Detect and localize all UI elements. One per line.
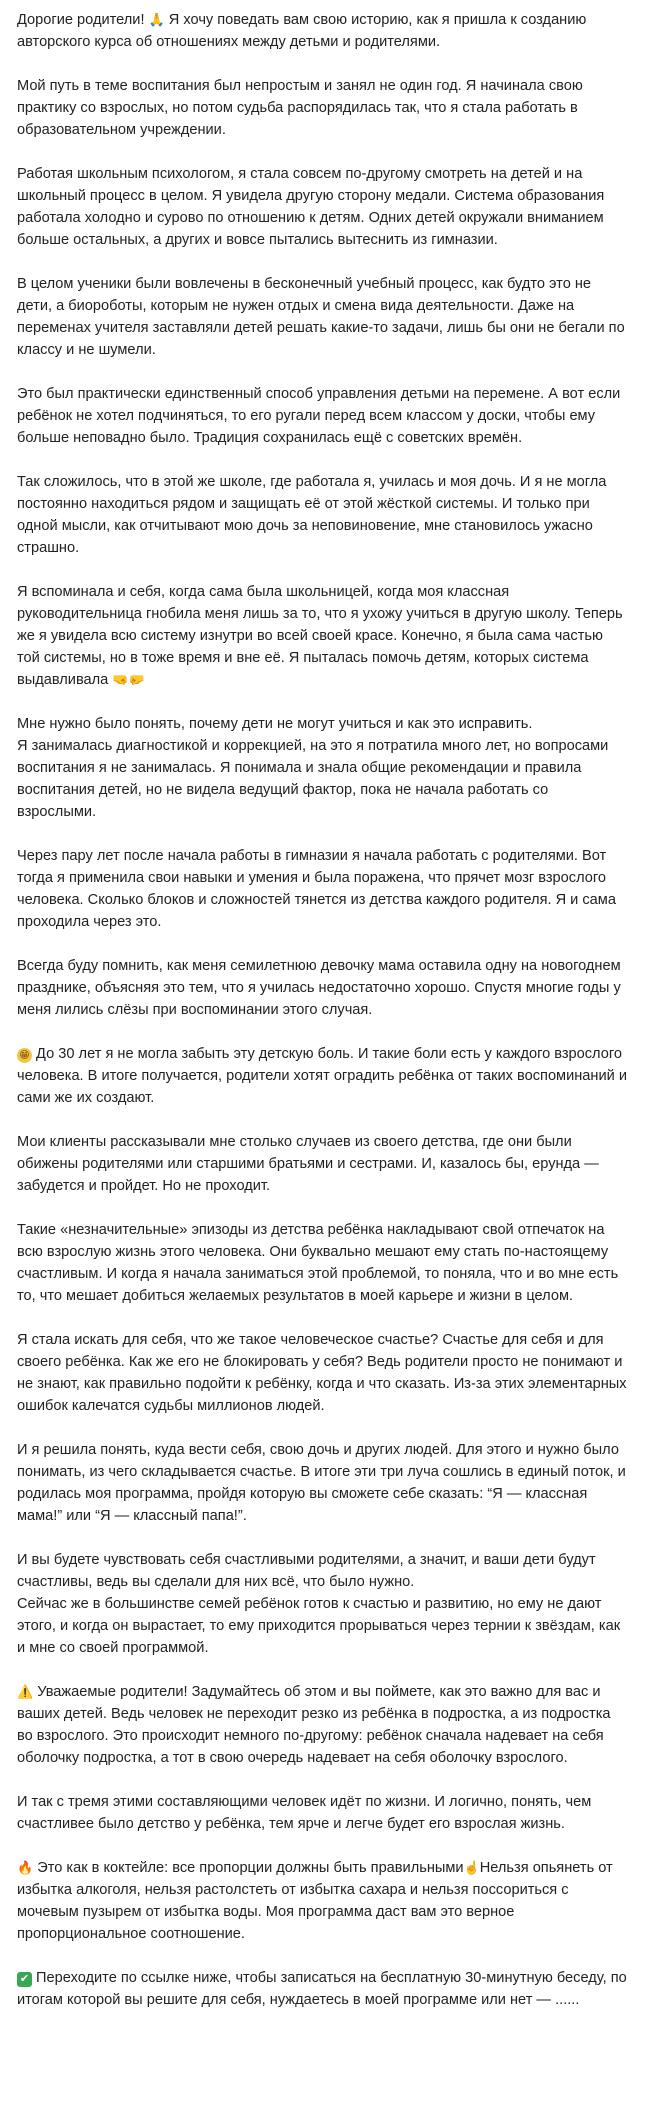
grinning-face-icon: 😁 bbox=[17, 1048, 32, 1063]
paragraph: Работая школьным психологом, я стала совсем по-другому смотреть на детей и на школьный процесс в целом. Я увидела другую сторону медали. Система образования работала холодно и сурово по отношению к детям. Одних детей окружали вниманием больше остальных, а других и вовсе пытались вытеснить из гимназии. bbox=[17, 166, 609, 248]
paragraph: Так сложилось, что в этой же школе, где работала я, училась и моя дочь. И я не могла постоянно находиться рядом и защищать её от этой жёсткой системы. И только при одной мысли, как отчитывают мою дочь за неповиновение, мне становилось ужасно страшно. bbox=[17, 474, 611, 556]
paragraph: И вы будете чувствовать себя счастливыми родителями, а значит, и ваши дети будут счастливы, ведь вы сделали для них всё, что было нужно. Сейчас же в большинстве семей ребёнок готов к счастью и развитию, но ему не дают этого, и когда он вырастает, то ему приходится прорываться через тернии к звёздам, как и мне со своей программой. bbox=[17, 1552, 621, 1656]
paragraph: Мне нужно было понять, почему дети не могут учиться и как это исправить. Я занималась диагностикой и коррекцией, на это я потратила много лет, но вопросами воспитания я не занималась. Я понимала и знала общие рекомендации и правила воспитания детей, но не видела ведущий фактор, пока не начала работать со взрослыми. bbox=[17, 716, 609, 820]
paragraph: И я решила понять, куда вести себя, свою дочь и других людей. Для этого и нужно было понимать, из чего складывается счастье. В итоге эти три луча сошлись в единый поток, и родилась моя программа, пройдя которую вы сможете себе сказать: “Я — классная мама!” или “Я — классный папа!”. bbox=[17, 1442, 630, 1524]
paragraph: Мои клиенты рассказывали мне столько случаев из своего детства, где они были обижены родителями или старшими братьями и сестрами. И, казалось бы, ерунда — забудется и пройдет. Но не проходит. bbox=[17, 1134, 603, 1194]
paragraph: Я стала искать для себя, что же такое человеческое счастье? Счастье для себя и для своего ребёнка. Как же его не блокировать у себя? Ведь родители просто не понимают и не знают, как правильно подойти к ребёнку, когда и что сказать. Из-за этих элементарных ошибок калечатся судьбы миллионов людей. bbox=[17, 1332, 631, 1414]
paragraph: 😁 До 30 лет я не могла забыть эту детскую боль. И такие боли есть у каждого взрослого человека. В итоге получается, родители хотят оградить ребёнка от таких воспоминаний и сами же их создают. bbox=[17, 1046, 632, 1106]
paragraph: Всегда буду помнить, как меня семилетнюю девочку мама оставила одну на новогоднем празднике, объясняя это тем, что я училась недостаточно хорошо. Спустя многие годы у меня лились слёзы при воспоминании этого случая. bbox=[17, 958, 625, 1018]
paragraph-cta: ✔ Переходите по ссылке ниже, чтобы записаться на бесплатную 30-минутную беседу, по итогам которой вы решите для себя, нуждаетесь в моей программе или нет — ...... bbox=[17, 1970, 631, 2008]
paragraph: 🔥 Это как в коктейле: все пропорции должны быть правильными☝️Нельзя опьянеть от избытка алкоголя, нельзя растолстеть от избытка сахара и нельзя поссориться с мочевым пузырем от избытка воды. Моя программа даст вам это верное пропорциональное соотношение. bbox=[17, 1860, 617, 1942]
paragraph-greeting: Дорогие родители! 🙏 Я хочу поведать вам свою историю, как я пришла к созданию авторского курса об отношениях между детьми и родителями. bbox=[17, 12, 591, 50]
paragraph: И так с тремя этими составляющими человек идёт по жизни. И логично, понять, чем счастливее было детство у ребёнка, тем ярче и легче будет его взрослая жизнь. bbox=[17, 1794, 596, 1832]
paragraph: Мой путь в теме воспитания был непростым и занял не один год. Я начинала свою практику со взрослых, но потом судьба распорядилась так, что я стала работать в образовательном учреждении. bbox=[17, 78, 587, 138]
index-pointing-up-icon: ☝️ bbox=[463, 1860, 480, 1875]
paragraph: Такие «незначительные» эпизоды из детства ребёнка накладывают свой отпечаток на всю взрослую жизнь этого человека. Они буквально мешают ему стать по-настоящему счастливым. И когда я начала заниматься этой проблемой, то поняла, что и во мне есть то, что мешает добиться желаемых результатов в моей карьере и жизни в целом. bbox=[17, 1222, 623, 1304]
check-mark-icon: ✔ bbox=[17, 1972, 32, 1987]
praying-hands-icon: 🙏 bbox=[148, 12, 165, 27]
paragraph: Через пару лет после начала работы в гимназии я начала работать с родителями. Вот тогда я применила свои навыки и умения и была поражена, что прячет мозг взрослого человека. Сколько блоков и сложностей тянется из детства каждого родителя. Я и сама проходила через это. bbox=[17, 848, 621, 930]
paragraph: ⚠️ Уважаемые родители! Задумайтесь об этом и вы поймете, как это важно для вас и ваших детей. Ведь человек не переходит резко из ребёнка в подростка, а из подростка во взрослого. Это происходит немного по-другому: ребёнок сначала надевает на себя оболочку подростка, а тот в свою очередь надевает на себя оболочку взрослого. bbox=[17, 1684, 615, 1766]
paragraph: Я вспоминала и себя, когда сама была школьницей, когда моя классная руководительница гнобила меня лишь за то, что я ухожу учиться в другую школу. Теперь же я увидела всю систему изнутри во всей своей красе. Конечно, я была сама частью той системы, но в тоже время и вне её. Я пыталась помочь детям, которых система выдавливала 🤜🤛 bbox=[17, 584, 627, 688]
paragraph: Это был практически единственный способ управления детьми на перемене. А вот если ребёнок не хотел подчиняться, то его ругали перед всем классом у доски, чтобы ему больше неповадно было. Традиция сохранилась ещё с советских времён. bbox=[17, 386, 625, 446]
warning-icon: ⚠️ bbox=[17, 1684, 34, 1699]
fire-icon: 🔥 bbox=[17, 1860, 34, 1875]
paragraph: В целом ученики были вовлечены в бесконечный учебный процесс, как будто это не дети, а биороботы, которым не нужен отдых и смена вида деятельности. Даже на переменах учителя заставляли детей решать какие-то задачи, лишь бы они не бегали по классу и не шумели. bbox=[17, 276, 629, 358]
fist-bump-icon: 🤜🤛 bbox=[112, 672, 145, 687]
